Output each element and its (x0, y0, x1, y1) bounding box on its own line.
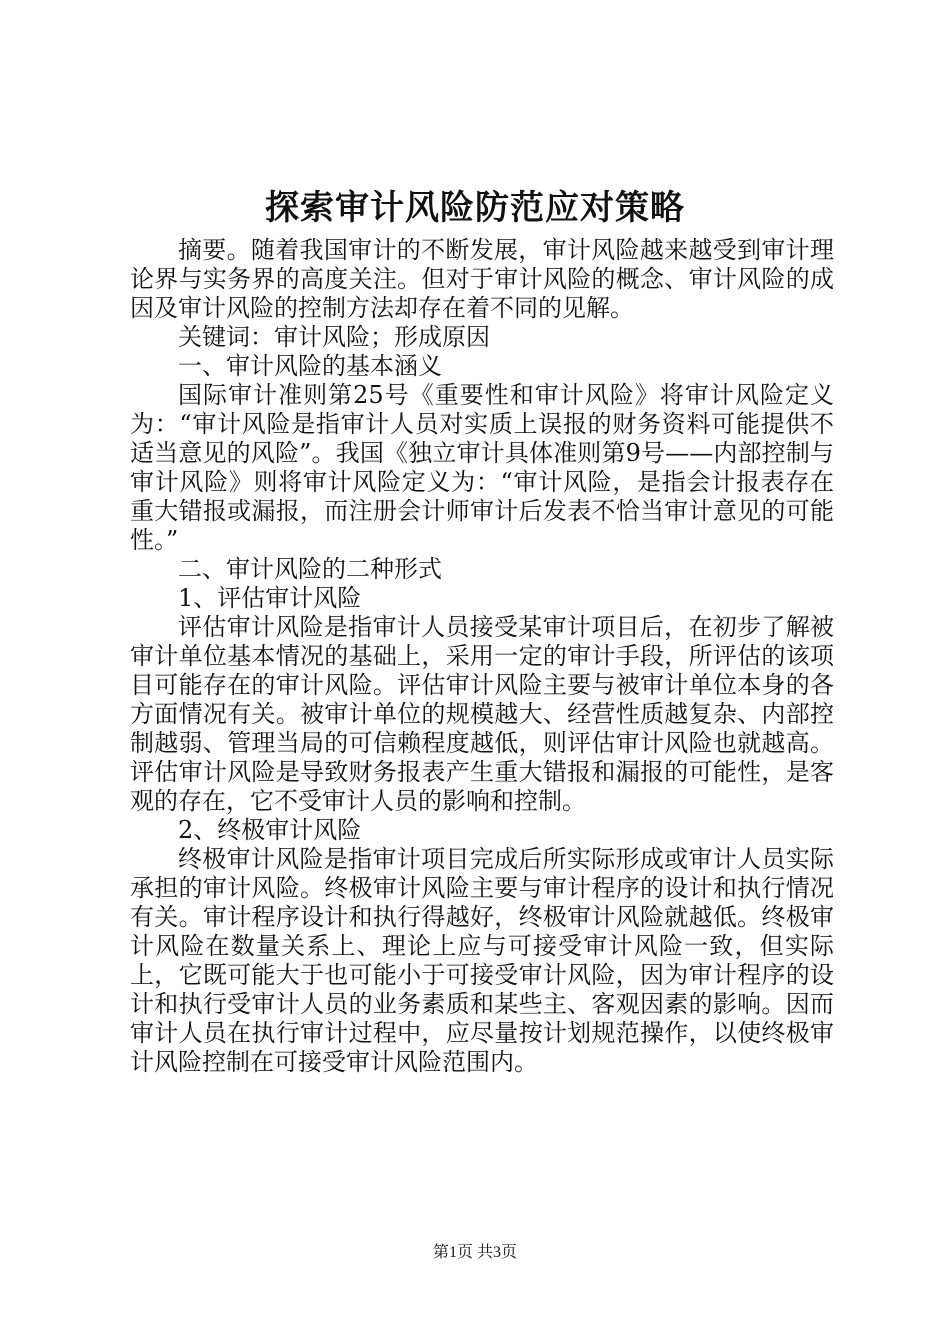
body-paragraph: 评估审计风险是指审计人员接受某审计项目后，在初步了解被审计单位基本情况的基础上，采用一定的审计手段，所评估的该项目可能存在的审计风险。评估审计风险主要与被审计单位本身的各方面情况有关。被审计单位的规模越大、经营性质越复杂、内部控制越弱、管理当局的可信赖程度越低，则评估审计风险也就越高。评估审计风险是导致财务报表产生重大错报和漏报的可能性，是客观的存在，它不受审计人员的影响和控制。 (130, 613, 834, 815)
page-title: 探索审计风险防范应对策略 (265, 188, 685, 228)
subsection-heading-1: 1、评估审计风险 (178, 584, 362, 612)
page-footer: 第1页 共3页 (432, 1244, 517, 1261)
section-heading-1: 一、审计风险的基本涵义 (178, 352, 442, 380)
section-heading-2: 二、审计风险的二种形式 (178, 555, 442, 583)
document-body (130, 236, 834, 1077)
keywords-paragraph: 关键词：审计风险；形成原因 (178, 323, 490, 351)
abstract-paragraph: 摘要。随着我国审计的不断发展，审计风险越来越受到审计理论界与实务界的高度关注。但对于审计风险的概念、审计风险的成因及审计风险的控制方法却存在着不同的见解。 (130, 236, 834, 322)
body-paragraph: 国际审计准则第25号《重要性和审计风险》将审计风险定义为：“审计风险是指审计人员对实质上误报的财务资料可能提供不适当意见的风险”。我国《独立审计具体准则第9号——内部控制与审计风险》则将审计风险定义为：“审计风险，是指会计报表存在重大错报或漏报，而注册会计师审计后发表不恰当审计意见的可能性。” (130, 381, 834, 554)
subsection-heading-2: 2、终极审计风险 (178, 816, 362, 844)
body-paragraph: 终极审计风险是指审计项目完成后所实际形成或审计人员实际承担的审计风险。终极审计风险主要与审计程序的设计和执行情况有关。审计程序设计和执行得越好，终极审计风险就越低。终极审计风险在数量关系上、理论上应与可接受审计风险一致，但实际上，它既可能大于也可能小于可接受审计风险，因为审计程序的设计和执行受审计人员的业务素质和某些主、客观因素的影响。因而审计人员在执行审计过程中，应尽量按计划规范操作，以使终极审计风险控制在可接受审计风险范围内。 (130, 845, 834, 1076)
